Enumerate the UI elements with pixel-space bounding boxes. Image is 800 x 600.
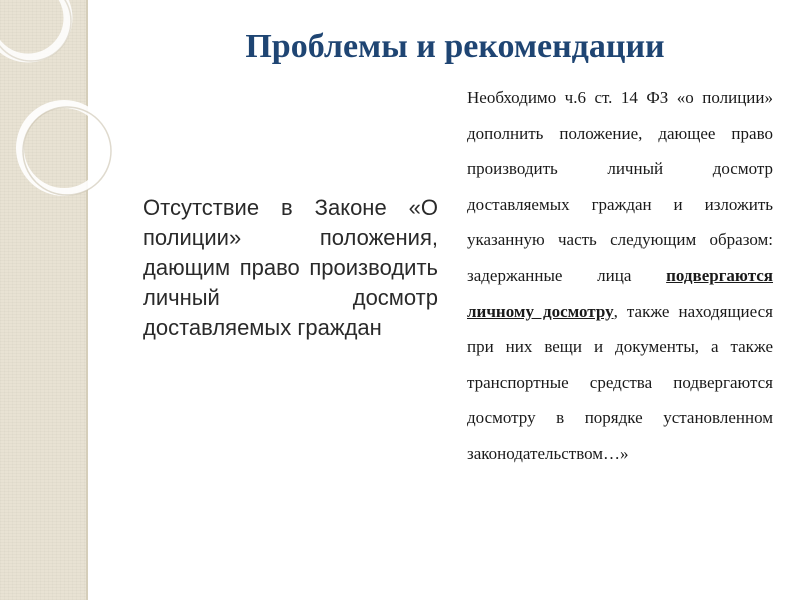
recommendation-text-part1: Необходимо ч.6 ст. 14 ФЗ «о полиции» дополнить положение, дающее право производить личный досмотр доставляемых граждан и изложить указанную часть следующим образом: задержанные лица — [467, 88, 773, 285]
recommendation-text — [467, 80, 773, 472]
decorative-circles-icon — [0, 0, 120, 230]
slide-title: Проблемы и рекомендации — [245, 28, 665, 65]
recommendation-text-part2: , также находящиеся при них вещи и документы, а также транспортные средства подвергаются досмотру в порядке установленном законодательством…» — [467, 301, 773, 463]
problem-text: Отсутствие в Законе «О полиции» положения, дающим право производить личный досмотр доставляемых граждан — [143, 195, 438, 340]
recommendation-emphasis: подвергаются личному досмотру — [467, 265, 773, 321]
